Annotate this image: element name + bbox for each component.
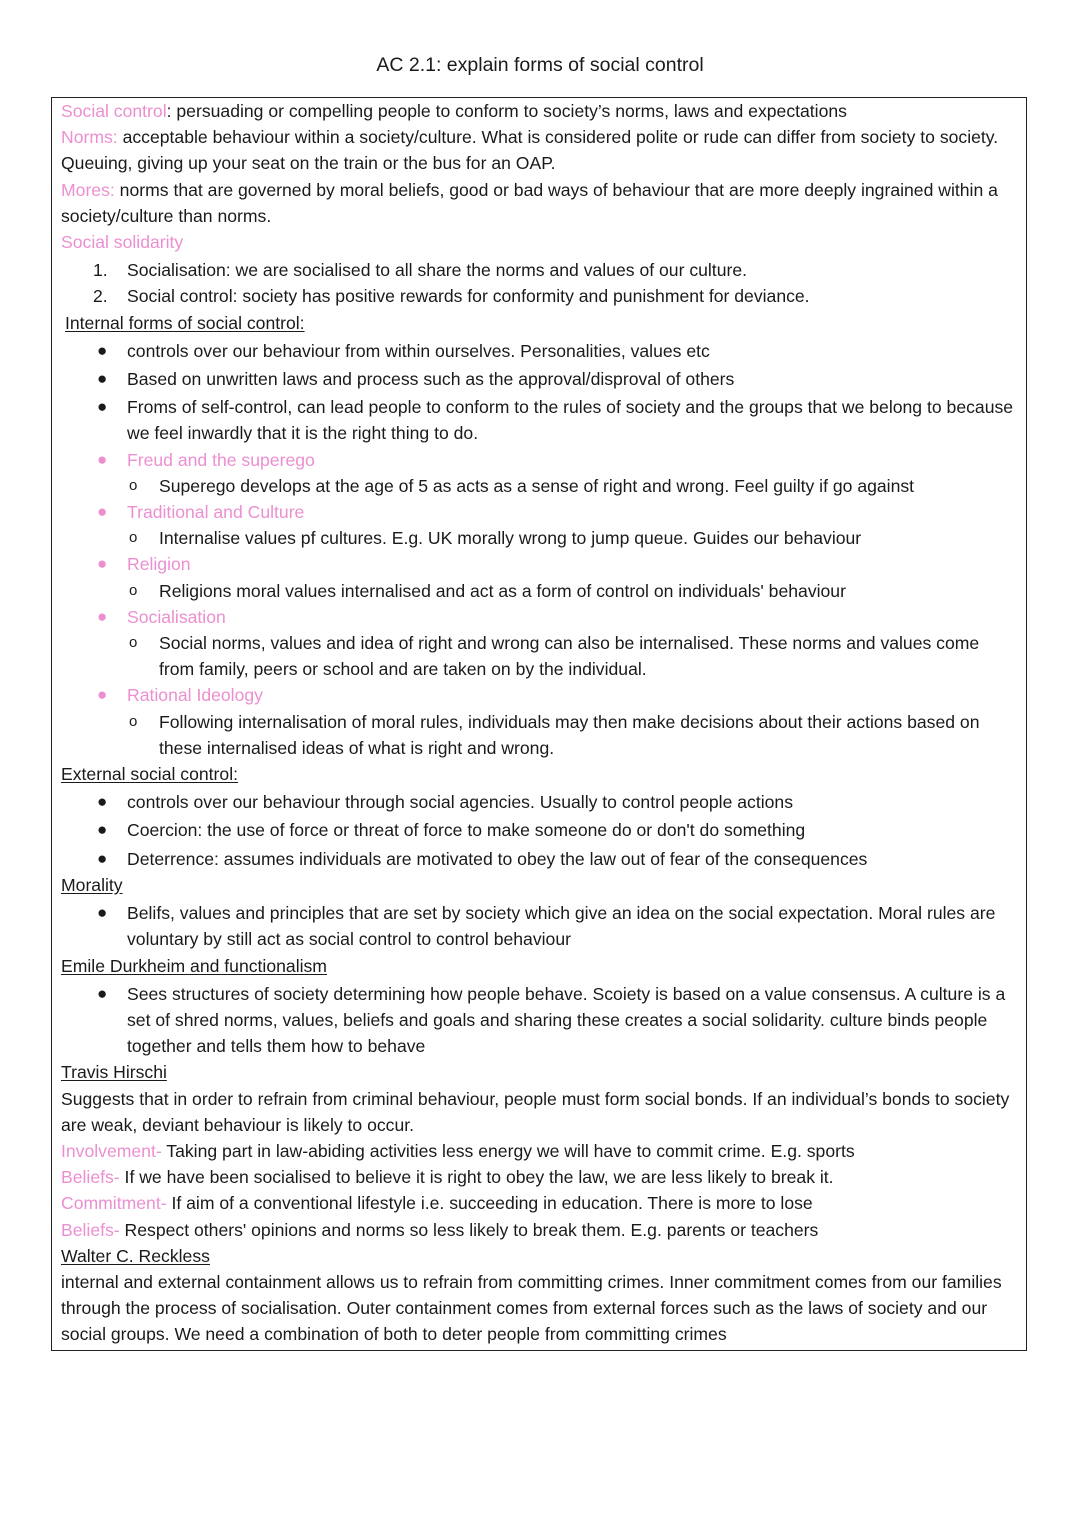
- circle-bullet-icon: o: [129, 712, 138, 730]
- page-title: AC 2.1: explain forms of social control: [376, 54, 704, 76]
- list-item-text: Sees structures of society determining how people behave. Scoiety is based on a value consensus. A culture is a set of shred norms, values, beliefs and goals and sharing these creates a social solidarity. culture binds people together and tells them how to behave: [127, 983, 1006, 1057]
- bond-text: Respect others' opinions and norms so less likely to break them. E.g. parents or teachers: [119, 1219, 819, 1240]
- bullet-icon: ●: [97, 983, 108, 1003]
- subsection-title: [61, 682, 1018, 708]
- bullet-icon: ●: [97, 685, 108, 705]
- term-norms: Norms:: [61, 127, 118, 148]
- list-item-text: Belifs, values and principles that are set by society which give an idea on the social expectation. Moral rules are voluntary by still act as social control to control behaviour: [127, 903, 996, 950]
- hirschi-heading: [61, 1059, 1018, 1085]
- list-item: [61, 257, 1018, 283]
- bullet-icon: ●: [97, 449, 108, 469]
- bond-text: If we have been socialised to believe it is right to obey the law, we are less likely to break it.: [119, 1167, 834, 1188]
- bullet-icon: ●: [97, 502, 108, 522]
- definition-text: acceptable behaviour within a society/culture. What is considered polite or rude can differ from society to society. Queuing, giving up your seat on the train or the bus for an OAP.: [61, 127, 999, 174]
- subsection-title-text: Freud and the superego: [127, 449, 315, 470]
- list-number: 1.: [93, 260, 108, 281]
- list-item: [61, 630, 1018, 682]
- bond-term: Commitment-: [61, 1193, 167, 1214]
- bond-text: If aim of a conventional lifestyle i.e. succeeding in education. There is more to lose: [166, 1193, 813, 1214]
- subsection-title: [61, 447, 1018, 473]
- subsection-title-text: Rational Ideology: [127, 685, 263, 706]
- list-item: [61, 846, 1018, 872]
- list-item-text: controls over our behaviour from within ourselves. Personalities, values etc: [127, 340, 710, 361]
- section-heading: Emile Durkheim and functionalism: [61, 955, 327, 976]
- bullet-icon: ●: [97, 554, 108, 574]
- list-item: [61, 473, 1018, 499]
- list-item-text: Coercion: the use of force or threat of force to make someone do or don't do something: [127, 820, 806, 841]
- term-social-control: Social control: [61, 101, 167, 121]
- bullet-icon: ●: [97, 820, 108, 840]
- list-item: [61, 900, 1018, 952]
- list-item: [61, 283, 1018, 309]
- definition-norms: [61, 124, 1018, 176]
- subsection-title-text: Religion: [127, 554, 191, 575]
- definition-social-control: [61, 98, 1018, 124]
- hirschi-bond: [61, 1217, 1018, 1243]
- list-item-text: Socialisation: we are socialised to all share the norms and values of our culture.: [127, 260, 748, 281]
- circle-bullet-icon: o: [129, 529, 138, 547]
- term-mores: Mores:: [61, 179, 115, 200]
- subsection-title-text: Socialisation: [127, 606, 226, 627]
- circle-bullet-icon: o: [129, 581, 138, 599]
- section-heading: Walter C. Reckless: [61, 1245, 210, 1266]
- definition-text: : persuading or compelling people to conform to society’s norms, laws and expectations: [166, 101, 847, 121]
- hirschi-bond: [61, 1164, 1018, 1190]
- section-heading: Morality: [61, 874, 123, 895]
- list-number: 2.: [93, 286, 108, 307]
- list-item-text: controls over our behaviour through social agencies. Usually to control people actions: [127, 792, 794, 813]
- list-item: [61, 709, 1018, 761]
- reckless-text: internal and external containment allows us to refrain from committing crimes. Inner commitment comes from our families through the process of socialisation. Outer containment comes from external forces such as the laws of society and our social groups. We need a combination of both to deter people from committing crimes: [61, 1271, 1002, 1345]
- subsection-title: [61, 604, 1018, 630]
- list-item-text: Following internalisation of moral rules, individuals may then make decisions about their actions based on these internalised ideas of what is right and wrong.: [159, 711, 980, 758]
- hirschi-bond: [61, 1138, 1018, 1164]
- circle-bullet-icon: o: [129, 634, 138, 652]
- list-item: [61, 981, 1018, 1060]
- list-item: [61, 789, 1018, 815]
- durkheim-heading: [61, 953, 1018, 979]
- bond-term: Beliefs-: [61, 1219, 120, 1240]
- section-heading: External social control:: [61, 764, 238, 785]
- subsection-title: [61, 499, 1018, 525]
- bullet-icon: ●: [97, 606, 108, 626]
- reckless-heading: [61, 1243, 1018, 1269]
- list-item-text: Deterrence: assumes individuals are motivated to obey the law out of fear of the consequences: [127, 848, 868, 869]
- list-item: [61, 817, 1018, 843]
- section-heading: Travis Hirschi: [61, 1062, 167, 1083]
- list-item-text: Religions moral values internalised and act as a form of control on individuals' behaviour: [159, 580, 846, 601]
- bullet-icon: ●: [97, 792, 108, 812]
- list-item-text: Superego develops at the age of 5 as acts as a sense of right and wrong. Feel guilty if go against: [159, 475, 915, 496]
- definition-mores: [61, 177, 1018, 229]
- bond-term: Beliefs-: [61, 1167, 120, 1188]
- social-solidarity-heading: Social solidarity: [61, 232, 184, 253]
- notes-box: [51, 97, 1027, 1351]
- subsection-title: [61, 551, 1018, 577]
- list-item-text: Social control: society has positive rewards for conformity and punishment for deviance.: [127, 286, 810, 307]
- hirschi-intro: Suggests that in order to refrain from criminal behaviour, people must form social bonds. If an individual’s bonds to society are weak, deviant behaviour is likely to occur.: [61, 1088, 1010, 1135]
- list-item: [61, 525, 1018, 551]
- subsection-title-text: Traditional and Culture: [127, 502, 305, 523]
- bullet-icon: ●: [97, 340, 108, 360]
- bullet-icon: ●: [97, 848, 108, 868]
- bond-term: Involvement-: [61, 1140, 162, 1161]
- list-item: [61, 338, 1018, 364]
- morality-heading: [61, 872, 1018, 898]
- list-item: [61, 394, 1018, 446]
- circle-bullet-icon: o: [129, 476, 138, 494]
- hirschi-bond: [61, 1190, 1018, 1216]
- bullet-icon: ●: [97, 369, 108, 389]
- list-item-text: Based on unwritten laws and process such as the approval/disproval of others: [127, 369, 735, 390]
- list-item: [61, 366, 1018, 392]
- list-item-text: Froms of self-control, can lead people to conform to the rules of society and the groups that we belong to because we feel inwardly that it is the right thing to do.: [127, 397, 1014, 444]
- external-heading: [61, 761, 1018, 787]
- internal-heading: [61, 310, 1018, 336]
- list-item-text: Social norms, values and idea of right and wrong can also be internalised. These norms and values come from family, peers or school and are taken on by the individual.: [159, 633, 980, 680]
- bullet-icon: ●: [97, 397, 108, 417]
- list-item-text: Internalise values pf cultures. E.g. UK morally wrong to jump queue. Guides our behaviour: [159, 528, 862, 549]
- section-heading: Internal forms of social control:: [65, 312, 305, 333]
- bullet-icon: ●: [97, 903, 108, 923]
- definition-text: norms that are governed by moral beliefs, good or bad ways of behaviour that are more deeply ingrained within a society/culture than norms.: [61, 179, 998, 226]
- bond-text: Taking part in law-abiding activities less energy we will have to commit crime. E.g. sports: [161, 1140, 855, 1161]
- list-item: [61, 578, 1018, 604]
